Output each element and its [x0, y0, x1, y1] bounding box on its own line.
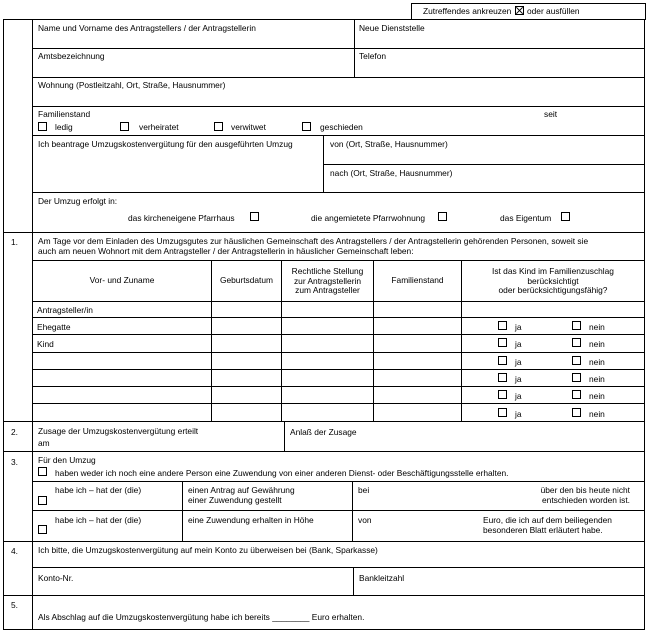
rented-label: die angemietete Pfarrwohnung [311, 213, 426, 223]
from-field[interactable] [325, 150, 642, 163]
bank-label: Ich bitte, die Umzugskostenvergütung auf mein Konto zu überweisen bei (Bank, Sparkasse) [38, 545, 378, 555]
section-1-text-line1: Am Tage vor dem Einladen des Umzugsgutes zur häuslichen Gemeinschaft des Antragstellers / der Antragstellerin gehörenden Personen, soweit sie [38, 236, 589, 246]
account-field[interactable] [34, 583, 352, 594]
table-row-line [32, 317, 644, 318]
col-header-marital: Familienstand [391, 275, 444, 285]
name-field[interactable] [34, 33, 353, 47]
no-label: nein [589, 391, 605, 401]
applied-who-label: habe ich – hat der (die) [55, 485, 142, 495]
bank-code-field[interactable] [355, 583, 642, 594]
row-line [32, 567, 644, 568]
no-label: nein [589, 357, 605, 367]
table-top-line [32, 260, 644, 261]
table-row-line [32, 369, 644, 370]
no-checkbox[interactable] [572, 321, 581, 330]
no-label: nein [589, 339, 605, 349]
applied-subsidy-checkbox[interactable] [38, 496, 47, 505]
col-header-status: Rechtliche Stellung zur Antragstellerin zum Antragsteller [291, 266, 364, 295]
no-checkbox[interactable] [572, 373, 581, 382]
table-row-line [32, 352, 644, 353]
received-subsidy-text: eine Zuwendung erhalten in Höhe [188, 515, 314, 525]
no-subsidy-checkbox[interactable] [38, 467, 47, 476]
bank-code-label: Bankleitzahl [359, 573, 405, 583]
table-row-line [32, 386, 644, 387]
title-field[interactable] [34, 62, 353, 76]
advance-payment-text: Als Abschlag auf die Umzugskostenvergütung habe ich bereits ________ Euro erhalten. [38, 612, 365, 622]
marital-single-label: ledig [55, 122, 73, 132]
row-line [32, 192, 644, 193]
title-label: Amtsbezeichnung [38, 51, 105, 61]
marital-married-checkbox[interactable] [120, 122, 129, 131]
name-label: Name und Vorname des Antragstellers / der Antragstellerin [38, 23, 256, 33]
rented-checkbox[interactable] [438, 212, 447, 221]
table-row-line [32, 334, 644, 335]
no-checkbox[interactable] [572, 338, 581, 347]
commitment-date-label: am [38, 438, 50, 448]
yes-checkbox[interactable] [498, 338, 507, 347]
table-row-line [32, 403, 644, 404]
section-line [3, 451, 644, 452]
parsonage-checkbox[interactable] [250, 212, 259, 221]
since-field[interactable] [560, 108, 640, 120]
from-label: von (Ort, Straße, Hausnummer) [330, 139, 448, 149]
yes-label: ja [515, 374, 522, 384]
marital-divorced-label: geschieden [320, 122, 363, 132]
row-line [32, 481, 644, 482]
move-into-label: Der Umzug erfolgt in: [38, 196, 118, 206]
received-euro-text: Euro, die ich auf dem beiliegenden besonderen Blatt erläutert habe. [483, 515, 612, 535]
yes-label: ja [515, 357, 522, 367]
no-subsidy-text: haben weder ich noch eine andere Person eine Zuwendung von einer anderen Dienst- oder Beschäftigungsstelle erhalten. [55, 468, 509, 478]
subsidy-label: Für den Umzug [38, 455, 96, 465]
yes-checkbox[interactable] [498, 356, 507, 365]
crossed-box-icon [515, 6, 524, 15]
yes-label: ja [515, 322, 522, 332]
marital-married-label: verheiratet [139, 122, 179, 132]
move-request-label: Ich beantrage Umzugskostenvergütung für den ausgeführten Umzug [38, 139, 293, 149]
row-line [323, 164, 644, 165]
yes-checkbox[interactable] [498, 321, 507, 330]
row-line [32, 135, 644, 136]
received-from-label: von [358, 515, 372, 525]
owned-label: das Eigentum [500, 213, 552, 223]
table-header-line [32, 301, 644, 302]
row-line [32, 77, 644, 78]
no-label: nein [589, 322, 605, 332]
yes-checkbox[interactable] [498, 408, 507, 417]
new-office-label: Neue Dienststelle [359, 23, 425, 33]
advance-amount-blank[interactable]: ________ [272, 612, 310, 622]
yes-label: ja [515, 409, 522, 419]
col-line [352, 481, 353, 541]
since-label: seit [544, 109, 558, 119]
no-checkbox[interactable] [572, 408, 581, 417]
applied-at-label: bei [358, 485, 370, 495]
no-checkbox[interactable] [572, 390, 581, 399]
owned-checkbox[interactable] [561, 212, 570, 221]
col-line [353, 567, 354, 595]
no-checkbox[interactable] [572, 356, 581, 365]
yes-label: ja [515, 391, 522, 401]
to-label: nach (Ort, Straße, Hausnummer) [330, 168, 453, 178]
section-3-number: 3. [11, 457, 18, 467]
undecided-text: über den bis heute nicht entschieden worden ist. [540, 485, 630, 505]
section-1-number: 1. [11, 237, 18, 247]
applied-subsidy-text: einen Antrag auf Gewährung einer Zuwendung gestellt [188, 485, 295, 505]
section-line [3, 595, 644, 596]
row-line [32, 510, 644, 511]
table-row-spouse: Ehegatte [37, 322, 71, 332]
bank-field[interactable] [34, 556, 642, 566]
received-amount-field[interactable] [378, 513, 478, 537]
no-label: nein [589, 409, 605, 419]
table-row-applicant: Antragsteller/in [37, 305, 93, 315]
marital-single-checkbox[interactable] [38, 122, 47, 131]
commitment-date-field[interactable] [52, 437, 282, 449]
marital-label: Familienstand [38, 109, 91, 119]
section-line [3, 541, 644, 542]
residence-field[interactable] [34, 91, 642, 105]
commitment-reason-label: Anlaß der Zusage [290, 427, 357, 437]
yes-label: ja [515, 339, 522, 349]
yes-checkbox[interactable] [498, 390, 507, 399]
marital-divorced-checkbox[interactable] [302, 122, 311, 131]
row-line [32, 106, 644, 107]
received-who-label: habe ich – hat der (die) [55, 515, 142, 525]
col-header-name: Vor- und Zuname [89, 275, 155, 285]
col-header-birth: Geburtsdatum [219, 275, 274, 285]
phone-label: Telefon [359, 51, 387, 61]
received-subsidy-checkbox[interactable] [38, 525, 47, 534]
section-2-number: 2. [11, 427, 18, 437]
section-line [3, 421, 644, 422]
section-4-number: 4. [11, 546, 18, 556]
commitment-reason-field[interactable] [286, 438, 642, 450]
section-2-divider [284, 421, 285, 451]
to-field[interactable] [325, 179, 642, 191]
no-label: nein [589, 374, 605, 384]
residence-label: Wohnung (Postleitzahl, Ort, Straße, Hausnummer) [38, 80, 226, 90]
phone-field[interactable] [356, 62, 642, 76]
yes-checkbox[interactable] [498, 373, 507, 382]
marital-widowed-label: verwitwet [231, 122, 266, 132]
section-5-number: 5. [11, 600, 18, 610]
new-office-field[interactable] [356, 33, 642, 47]
col-line [182, 481, 183, 541]
marital-widowed-checkbox[interactable] [214, 122, 223, 131]
section-line [3, 232, 644, 233]
applied-at-field[interactable] [375, 484, 505, 506]
row-line [32, 48, 644, 49]
section-1-text-line2: auch am neuen Wohnort mit dem Antragsteller / der Antragstellerin in häuslicher Gemeinschaft leben: [38, 246, 414, 256]
parsonage-label: das kircheneigene Pfarrhaus [128, 213, 235, 223]
account-label: Konto-Nr. [38, 573, 74, 583]
instruction-text: Zutreffendes ankreuzen oder ausfüllen [423, 6, 580, 16]
commitment-label: Zusage der Umzugskostenvergütung erteilt [38, 426, 199, 436]
section-number-divider [32, 19, 33, 630]
table-row-child: Kind [37, 339, 54, 349]
col-header-child: Ist das Kind im Familienzuschlag berücksichtigt oder berücksichtigungsfähig? [492, 266, 614, 295]
